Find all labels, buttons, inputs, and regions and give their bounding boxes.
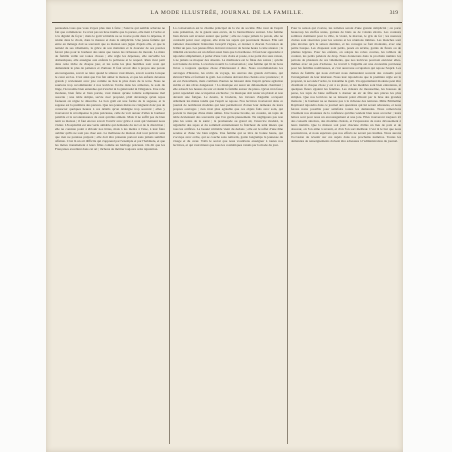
column-divider [169, 26, 170, 444]
text-column-1 [55, 26, 165, 444]
text-column-2 [173, 26, 283, 444]
column-2-text: La conversation est le charme principal de la vie de société. Elle veut de l'esprit sans prétention, de la gaieté sans excès, de la bienveillance surtout. Une femme bien élevée sait écouter autant que parler ; elle ne coupe jamais la parole, elle ne contredit point avec aigreur, elle évite les sujets qui pourraient blesser. Elle sait ramener doucement l'entretien lorsqu'il s'égare, et donner à chacun l'occasion de briller un peu. Les jeunes filles doivent s'exercer de bonne heure à cette aisance ; la timidité excessive est un défaut aussi bien que la hardiesse. Il faut leur apprendre à répondre simplement, à parler d'une voix claire et posée, à ne point rire sans raison, à ne jamais se moquer des absents. La médisance est le fléau des salons ; qu'elle soit bannie du nôtre. La lecture nourrit la conversation ; une femme qui lit de bons livres a toujours quelque chose d'intéressant à dire. Nous recommandons les ouvrages d'histoire, les récits de voyage, les œuvres des grands écrivains, qui élèvent l'âme et forment le goût. Les romans doivent être choisis avec prudence ; il en est d'excellents, mais combien d'autres ne laissent dans l'esprit qu'une agitation stérile et des rêves dangereux ! La musique est aussi un délassement charmant ; elle adoucit les heures du soir et réunit la famille autour du piano. Qu'on n'en fasse point cependant une occupation exclusive ; la musique doit rester un plaisir et non devenir une fatigue. Le dessin, la broderie, les travaux d'aiguille occupent utilement les mains tandis que l'esprit se repose. Nos lectrices trouveront dans ce journal de nombreux modèles qui leur permettront d'orner leur demeure de leurs propres ouvrages ; rien n'est plus agréable que ces objets faits avec soin, qui portent la marque d'une main aimée. Une bourse brodée, un coussin, un tapis de table deviennent des souvenirs que l'on garde pieusement. Ne négligeons pas non plus les soins de la santé ; la promenade au grand air, l'exercice modéré, la régularité des repas et du sommeil entretiennent la fraîcheur du teint mieux que tous les artifices. La beauté véritable vient du dedans ; elle est le reflet d'une âme sereine et d'une vie bien réglée. Une femme qui se lève de bonne heure, qui s'occupe avec ordre, qui se couche sans remords, garde longtemps la jeunesse du visage et du cœur. Voilà le secret que nous voudrions enseigner à toutes nos lectrices, et qui vaut mieux que tous les cosmétiques vantés par la mode du jour. [173, 26, 283, 148]
column-3-text: Pour la saison qui s'ouvre, les toilettes seront d'une grande simplicité ; on porte beaucoup les étoffes unies, garnies de biais ou de volants étroits. Les couleurs sombres dominent pour la ville, le violet, le marron, le gris de fer ; les nuances claires sont réservées pour les soirées et les réunions intimes. Les manches sont plus étroites qu'à la saison dernière, et les corsages se font montants, avec une petite basque. Les chapeaux sont petits, posés en arrière, garnis de fleurs ou de plumes légères. Pour les enfants, on adopte les robes courtes, les tabliers de couleur, les petits paletots de drap. Nous donnerons dans le prochain numéro les patrons de plusieurs de ces vêtements, que nos lectrices pourront exécuter elles-mêmes avec un peu d'adresse. Le travail à l'aiguille est une économie précieuse pour les familles nombreuses, et c'est aussi une occupation qui repose l'esprit. Les mères de famille qui nous écrivent nous demandent souvent des conseils pour l'arrangement de leur intérieur. Nous leur répondrons que la première règle est la propreté, la seconde l'ordre, la troisième le goût. Un appartement modeste peut être charmant si chaque chose y est à sa place, si les meubles sont bien entretenus, si quelques fleurs égaient les fenêtres. Les rideaux de mousseline, les housses de perse, les tapis de laine suffisent à donner un air de fête aux pièces les plus simples. Que nos lectrices ne se laissent point éblouir par le luxe des grandes maisons ; le bonheur ne se mesure pas à la richesse des tentures. Mme Emmeline Raymond répondra dans ce journal aux questions qui lui seront adressées, et nous ferons notre possible pour satisfaire toutes les demandes. Nous remercions vivement nos abonnées de la confiance qu'elles veulent bien nous accorder ; leurs lettres sont pour nous un encouragement et une joie. Elles trouveront toujours ici des conseils sincères, des modèles choisis, et l'expression de notre dévouement à leurs intérêts. Que la maison soit pour chacune d'elles un lieu de paix et de douceur, où l'on aime à revenir, et d'où l'on sort meilleur. C'est là le but que nous poursuivons, et nous espérons que nos efforts ne seront pas inutiles. Nous aurons l'occasion de revenir sur ces sujets dans nos prochains numéros. Toutes les demandes de renseignements doivent être adressées à l'administration du journal. [291, 26, 401, 144]
column-divider [287, 26, 288, 444]
text-column-3 [291, 26, 401, 444]
running-title: LA MODE ILLUSTRÉE, JOURNAL DE LA FAMILLE. [150, 10, 304, 16]
column-1-text: persuadez-vous que vous n'ayez plus rien à faire ; l'œuvre qui semble achevée ne fait que commencer. Ce n'est pas un luxe inutile que la parure, elle tient à l'ordre et à la dignité du foyer ; mais le goût véritable ne se trouve point dans la dépense, il réside dans le choix, dans la mesure et dans la simplicité. Une jeune femme qui entre en ménage doit se souvenir que sa maison sera jugée d'après elle, et que la netteté de ses vêtements, la grâce de son maintien et la douceur de ses paroles feront plus pour le bonheur des siens que toutes les richesses du monde. La mère de famille veille sur toutes choses ; elle règle les dépenses, elle surveille les domestiques, elle enseigne aux enfants la politesse et le respect. Rien n'est petit dans cette tâche de chaque jour, et les soins les plus humbles sont ceux qui demandent le plus de patience et d'amour. Il faut savoir dire à propos une parole encourageante, savoir se taire quand le silence vaut mieux, savoir sourire lorsque le cœur est las. C'est ainsi que l'on fait aimer la maison, et que les enfants devenus grands y reviennent avec joie comme au lieu le plus doux de la terre. Nous ne saurions trop recommander à nos lectrices l'ordre dans les armoires, le soin du linge, l'économie bien entendue qui n'exclut ni la générosité ni l'élégance. Une robe modeste, bien faite et bien portée, vaut mieux qu'une toilette somptueuse mal assortie ; une table simple, servie avec propreté, plaît davantage qu'un repas fastueux où règne le désordre. Le bon goût est une forme de la sagesse, et la sagesse est la première des parures. Que nos jeunes mères ne craignent donc pas de consacrer quelques heures à ces détails qu'on dédaigne trop souvent ; elles y trouveront la récompense la plus précieuse, celle de voir autour d'elles le bonheur paisible et la reconnaissance de ceux qu'elles aiment. Mais il ne suffit pas de bien tenir sa maison ; il faut encore savoir l'ouvrir avec grâce à ceux qui viennent nous visiter. L'hospitalité est une vertu aimable qui demande du tact et de la discrétion ; elle ne consiste point à éblouir nos hôtes, mais à les mettre à l'aise, à leur faire oublier qu'ils ne sont pas chez eux. La maîtresse de maison doit tout prévoir sans que rien ne paraisse préparé ; elle doit être présente partout sans jamais sembler affairée. C'est là un art difficile qui s'apprend par l'exemple et par l'habitude, et que les mères transmettent à leurs filles comme un héritage précieux. On dit que les Françaises excellent dans cet art ; tâchons de mériter toujours cette réputation. [55, 26, 165, 152]
page-number: 319 [389, 10, 398, 16]
header-rule [52, 22, 402, 23]
page-header [52, 8, 402, 20]
